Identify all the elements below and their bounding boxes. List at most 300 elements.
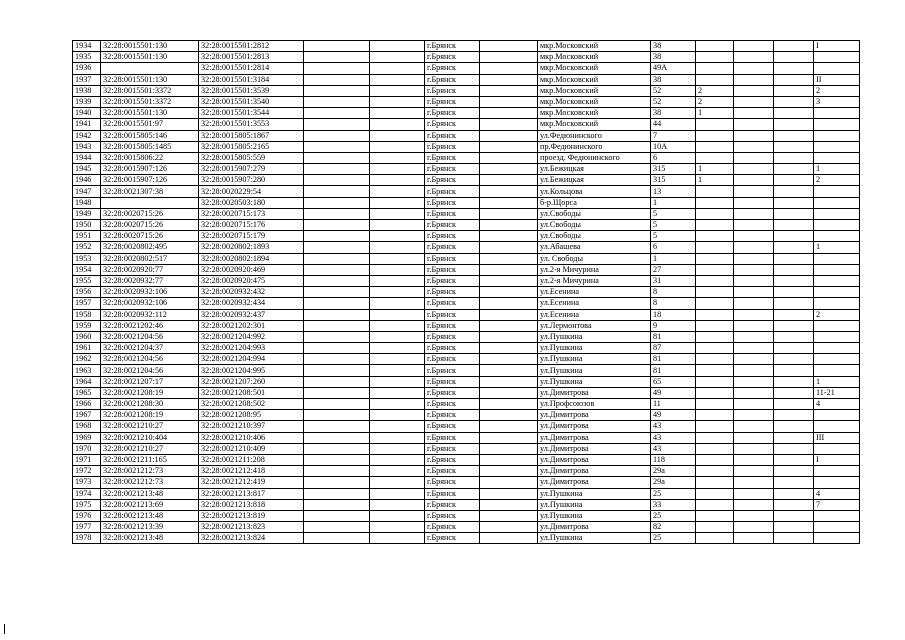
row-number-cell: 1962	[73, 354, 101, 365]
empty-col-a-cell	[304, 242, 370, 253]
city-cell: г.Брянск	[425, 52, 480, 63]
street-cell: ул.Есенина	[538, 298, 651, 309]
city-cell: г.Брянск	[425, 522, 480, 533]
street-cell: мкр.Московский	[538, 52, 651, 63]
empty-col-b-cell	[370, 488, 425, 499]
room-number-cell	[814, 410, 860, 421]
table-row	[73, 331, 860, 342]
room-number-cell	[814, 421, 860, 432]
structure-cell	[734, 52, 774, 63]
room-number-cell	[814, 119, 860, 130]
house-number-cell: 33	[651, 499, 696, 510]
empty-col-a-cell	[304, 410, 370, 421]
empty-col-a-cell	[304, 96, 370, 107]
empty-col-c-cell	[480, 130, 538, 141]
cadastral-number-cell: 32:28:0020715:173	[199, 208, 304, 219]
parent-cadastral-number-cell: 32:28:0015501:130	[101, 74, 199, 85]
parent-cadastral-number-cell: 32:28:0021208:30	[101, 399, 199, 410]
empty-col-b-cell	[370, 365, 425, 376]
building-cell: 2	[696, 96, 734, 107]
cadastral-number-cell: 32:28:0015501:3184	[199, 74, 304, 85]
empty-col-a-cell	[304, 74, 370, 85]
empty-col-b-cell	[370, 63, 425, 74]
unit-cell	[774, 454, 814, 465]
table-row	[73, 376, 860, 387]
table-row	[73, 85, 860, 96]
empty-col-b-cell	[370, 220, 425, 231]
house-number-cell: 18	[651, 309, 696, 320]
structure-cell	[734, 309, 774, 320]
unit-cell	[774, 96, 814, 107]
building-cell	[696, 242, 734, 253]
city-cell: г.Брянск	[425, 410, 480, 421]
parent-cadastral-number-cell	[101, 63, 199, 74]
table-row	[73, 96, 860, 107]
empty-col-b-cell	[370, 443, 425, 454]
registry-table	[72, 40, 860, 544]
street-cell: ул.Бежицкая	[538, 175, 651, 186]
house-number-cell: 43	[651, 443, 696, 454]
parent-cadastral-number-cell: 32:28:0020715:26	[101, 231, 199, 242]
room-number-cell	[814, 208, 860, 219]
street-cell: мкр.Московский	[538, 119, 651, 130]
unit-cell	[774, 231, 814, 242]
row-number-cell: 1966	[73, 399, 101, 410]
empty-col-c-cell	[480, 231, 538, 242]
row-number-cell: 1946	[73, 175, 101, 186]
empty-col-b-cell	[370, 354, 425, 365]
city-cell: г.Брянск	[425, 354, 480, 365]
house-number-cell: 25	[651, 488, 696, 499]
city-cell: г.Брянск	[425, 41, 480, 52]
empty-col-b-cell	[370, 119, 425, 130]
empty-col-c-cell	[480, 376, 538, 387]
room-number-cell: I	[814, 454, 860, 465]
city-cell: г.Брянск	[425, 220, 480, 231]
parent-cadastral-number-cell: 32:28:0021208:19	[101, 387, 199, 398]
empty-col-b-cell	[370, 186, 425, 197]
city-cell: г.Брянск	[425, 421, 480, 432]
structure-cell	[734, 208, 774, 219]
structure-cell	[734, 387, 774, 398]
unit-cell	[774, 343, 814, 354]
empty-col-c-cell	[480, 399, 538, 410]
house-number-cell: 38	[651, 52, 696, 63]
empty-col-a-cell	[304, 186, 370, 197]
street-cell: мкр.Московский	[538, 63, 651, 74]
unit-cell	[774, 533, 814, 544]
structure-cell	[734, 231, 774, 242]
table-row	[73, 309, 860, 320]
cadastral-number-cell: 32:28:0021210:397	[199, 421, 304, 432]
cadastral-number-cell: 32:28:0015805:559	[199, 152, 304, 163]
city-cell: г.Брянск	[425, 387, 480, 398]
row-number-cell: 1947	[73, 186, 101, 197]
street-cell: ул.Димитрова	[538, 454, 651, 465]
house-number-cell: 49	[651, 410, 696, 421]
cadastral-number-cell: 32:28:0020229:54	[199, 186, 304, 197]
cadastral-number-cell: 32:28:0020503:180	[199, 197, 304, 208]
empty-col-a-cell	[304, 41, 370, 52]
parent-cadastral-number-cell: 32:28:0021210:27	[101, 443, 199, 454]
empty-col-b-cell	[370, 421, 425, 432]
room-number-cell	[814, 108, 860, 119]
city-cell: г.Брянск	[425, 130, 480, 141]
parent-cadastral-number-cell	[101, 197, 199, 208]
empty-col-b-cell	[370, 343, 425, 354]
parent-cadastral-number-cell: 32:28:0021307:38	[101, 186, 199, 197]
empty-col-c-cell	[480, 421, 538, 432]
empty-col-a-cell	[304, 533, 370, 544]
empty-col-c-cell	[480, 287, 538, 298]
structure-cell	[734, 119, 774, 130]
row-number-cell: 1977	[73, 522, 101, 533]
unit-cell	[774, 320, 814, 331]
unit-cell	[774, 108, 814, 119]
table-row	[73, 41, 860, 52]
cadastral-number-cell: 32:28:0021208:501	[199, 387, 304, 398]
city-cell: г.Брянск	[425, 510, 480, 521]
house-number-cell: 25	[651, 533, 696, 544]
parent-cadastral-number-cell: 32:28:0020932:112	[101, 309, 199, 320]
unit-cell	[774, 298, 814, 309]
row-number-cell: 1967	[73, 410, 101, 421]
room-number-cell	[814, 220, 860, 231]
table-row	[73, 242, 860, 253]
house-number-cell: 43	[651, 421, 696, 432]
row-number-cell: 1974	[73, 488, 101, 499]
cadastral-number-cell: 32:28:0015501:3540	[199, 96, 304, 107]
row-number-cell: 1978	[73, 533, 101, 544]
empty-col-c-cell	[480, 242, 538, 253]
empty-col-a-cell	[304, 220, 370, 231]
city-cell: г.Брянск	[425, 164, 480, 175]
empty-col-b-cell	[370, 74, 425, 85]
empty-col-a-cell	[304, 231, 370, 242]
building-cell	[696, 343, 734, 354]
room-number-cell	[814, 130, 860, 141]
city-cell: г.Брянск	[425, 477, 480, 488]
building-cell	[696, 298, 734, 309]
room-number-cell: 1	[814, 242, 860, 253]
city-cell: г.Брянск	[425, 152, 480, 163]
unit-cell	[774, 52, 814, 63]
room-number-cell: 4	[814, 488, 860, 499]
building-cell	[696, 331, 734, 342]
empty-col-a-cell	[304, 331, 370, 342]
row-number-cell: 1954	[73, 264, 101, 275]
house-number-cell: 5	[651, 231, 696, 242]
building-cell	[696, 231, 734, 242]
house-number-cell: 52	[651, 96, 696, 107]
house-number-cell: 6	[651, 152, 696, 163]
house-number-cell: 38	[651, 41, 696, 52]
city-cell: г.Брянск	[425, 231, 480, 242]
street-cell: ул.Кольцова	[538, 186, 651, 197]
empty-col-b-cell	[370, 253, 425, 264]
empty-col-c-cell	[480, 253, 538, 264]
row-number-cell: 1955	[73, 275, 101, 286]
street-cell: ул.2-я Мичурина	[538, 264, 651, 275]
row-number-cell: 1956	[73, 287, 101, 298]
empty-col-c-cell	[480, 264, 538, 275]
unit-cell	[774, 175, 814, 186]
empty-col-b-cell	[370, 522, 425, 533]
table-row	[73, 320, 860, 331]
parent-cadastral-number-cell: 32:28:0021212:73	[101, 477, 199, 488]
row-number-cell: 1952	[73, 242, 101, 253]
structure-cell	[734, 522, 774, 533]
structure-cell	[734, 410, 774, 421]
table-row	[73, 499, 860, 510]
building-cell	[696, 320, 734, 331]
building-cell	[696, 287, 734, 298]
unit-cell	[774, 242, 814, 253]
unit-cell	[774, 488, 814, 499]
table-row	[73, 186, 860, 197]
house-number-cell: 8	[651, 298, 696, 309]
row-number-cell: 1939	[73, 96, 101, 107]
structure-cell	[734, 488, 774, 499]
cadastral-number-cell: 32:28:0020932:437	[199, 309, 304, 320]
house-number-cell: 29а	[651, 466, 696, 477]
empty-col-b-cell	[370, 466, 425, 477]
building-cell	[696, 376, 734, 387]
empty-col-a-cell	[304, 432, 370, 443]
cadastral-number-cell: 32:28:0021207:260	[199, 376, 304, 387]
empty-col-c-cell	[480, 410, 538, 421]
street-cell: ул.Есенина	[538, 287, 651, 298]
building-cell	[696, 253, 734, 264]
empty-col-b-cell	[370, 197, 425, 208]
room-number-cell: 2	[814, 309, 860, 320]
house-number-cell: 49А	[651, 63, 696, 74]
empty-col-a-cell	[304, 208, 370, 219]
parent-cadastral-number-cell: 32:28:0015805:146	[101, 130, 199, 141]
empty-col-b-cell	[370, 387, 425, 398]
row-number-cell: 1942	[73, 130, 101, 141]
street-cell: ул.Димитрова	[538, 421, 651, 432]
empty-col-a-cell	[304, 141, 370, 152]
cadastral-number-cell: 32:28:0021210:406	[199, 432, 304, 443]
empty-col-a-cell	[304, 354, 370, 365]
street-cell: ул.Свободы	[538, 220, 651, 231]
building-cell	[696, 432, 734, 443]
table-row	[73, 141, 860, 152]
empty-col-c-cell	[480, 41, 538, 52]
city-cell: г.Брянск	[425, 242, 480, 253]
parent-cadastral-number-cell: 32:28:0020715:26	[101, 208, 199, 219]
empty-col-b-cell	[370, 41, 425, 52]
structure-cell	[734, 164, 774, 175]
room-number-cell	[814, 141, 860, 152]
row-number-cell: 1973	[73, 477, 101, 488]
room-number-cell: 2	[814, 175, 860, 186]
table-row	[73, 432, 860, 443]
unit-cell	[774, 477, 814, 488]
city-cell: г.Брянск	[425, 63, 480, 74]
room-number-cell: I	[814, 41, 860, 52]
parent-cadastral-number-cell: 32:28:0021204:37	[101, 343, 199, 354]
row-number-cell: 1970	[73, 443, 101, 454]
room-number-cell: III	[814, 432, 860, 443]
structure-cell	[734, 242, 774, 253]
city-cell: г.Брянск	[425, 454, 480, 465]
street-cell: проезд. Федюнинского	[538, 152, 651, 163]
house-number-cell: 8	[651, 287, 696, 298]
unit-cell	[774, 119, 814, 130]
unit-cell	[774, 410, 814, 421]
unit-cell	[774, 287, 814, 298]
cadastral-number-cell: 32:28:0021204:995	[199, 365, 304, 376]
city-cell: г.Брянск	[425, 275, 480, 286]
house-number-cell: 7	[651, 130, 696, 141]
structure-cell	[734, 466, 774, 477]
room-number-cell: 7	[814, 499, 860, 510]
structure-cell	[734, 141, 774, 152]
empty-col-b-cell	[370, 376, 425, 387]
room-number-cell: 11-21	[814, 387, 860, 398]
unit-cell	[774, 85, 814, 96]
house-number-cell: 38	[651, 74, 696, 85]
table-row	[73, 74, 860, 85]
table-row	[73, 287, 860, 298]
parent-cadastral-number-cell: 32:28:0020932:106	[101, 298, 199, 309]
house-number-cell: 11	[651, 399, 696, 410]
street-cell: ул.Профсоюзов	[538, 399, 651, 410]
row-number-cell: 1951	[73, 231, 101, 242]
house-number-cell: 81	[651, 365, 696, 376]
building-cell	[696, 421, 734, 432]
street-cell: ул.Свободы	[538, 208, 651, 219]
parent-cadastral-number-cell: 32:28:0021207:17	[101, 376, 199, 387]
street-cell: ул.Пушкина	[538, 365, 651, 376]
cadastral-number-cell: 32:28:0021213:818	[199, 499, 304, 510]
empty-col-b-cell	[370, 208, 425, 219]
cadastral-number-cell: 32:28:0021210:409	[199, 443, 304, 454]
table-row	[73, 510, 860, 521]
city-cell: г.Брянск	[425, 533, 480, 544]
room-number-cell	[814, 510, 860, 521]
structure-cell	[734, 376, 774, 387]
room-number-cell	[814, 466, 860, 477]
table-row	[73, 253, 860, 264]
document-sheet	[72, 40, 860, 544]
cadastral-number-cell: 32:28:0020802:1894	[199, 253, 304, 264]
building-cell	[696, 309, 734, 320]
street-cell: ул.Пушкина	[538, 331, 651, 342]
building-cell	[696, 410, 734, 421]
building-cell	[696, 510, 734, 521]
row-number-cell: 1937	[73, 74, 101, 85]
house-number-cell: 49	[651, 387, 696, 398]
house-number-cell: 25	[651, 510, 696, 521]
empty-col-c-cell	[480, 309, 538, 320]
cadastral-number-cell: 32:28:0021213:823	[199, 522, 304, 533]
street-cell: мкр.Московский	[538, 96, 651, 107]
unit-cell	[774, 208, 814, 219]
row-number-cell: 1960	[73, 331, 101, 342]
table-row	[73, 164, 860, 175]
street-cell: мкр.Московский	[538, 108, 651, 119]
table-row	[73, 399, 860, 410]
empty-col-b-cell	[370, 242, 425, 253]
empty-col-a-cell	[304, 264, 370, 275]
table-row	[73, 231, 860, 242]
empty-col-a-cell	[304, 197, 370, 208]
empty-col-b-cell	[370, 510, 425, 521]
structure-cell	[734, 399, 774, 410]
table-row	[73, 298, 860, 309]
table-row	[73, 130, 860, 141]
city-cell: г.Брянск	[425, 85, 480, 96]
cadastral-number-cell: 32:28:0020932:432	[199, 287, 304, 298]
parent-cadastral-number-cell: 32:28:0015806:22	[101, 152, 199, 163]
structure-cell	[734, 63, 774, 74]
structure-cell	[734, 253, 774, 264]
empty-col-b-cell	[370, 96, 425, 107]
empty-col-c-cell	[480, 275, 538, 286]
building-cell	[696, 365, 734, 376]
empty-col-b-cell	[370, 477, 425, 488]
cadastral-number-cell: 32:28:0015501:3544	[199, 108, 304, 119]
unit-cell	[774, 421, 814, 432]
unit-cell	[774, 141, 814, 152]
structure-cell	[734, 343, 774, 354]
unit-cell	[774, 443, 814, 454]
building-cell	[696, 74, 734, 85]
cadastral-number-cell: 32:28:0015907:280	[199, 175, 304, 186]
empty-col-b-cell	[370, 52, 425, 63]
building-cell	[696, 354, 734, 365]
empty-col-b-cell	[370, 141, 425, 152]
parent-cadastral-number-cell: 32:28:0021204:56	[101, 354, 199, 365]
street-cell: ул.Пушкина	[538, 488, 651, 499]
empty-col-c-cell	[480, 320, 538, 331]
row-number-cell: 1953	[73, 253, 101, 264]
row-number-cell: 1975	[73, 499, 101, 510]
city-cell: г.Брянск	[425, 432, 480, 443]
unit-cell	[774, 197, 814, 208]
unit-cell	[774, 399, 814, 410]
empty-col-c-cell	[480, 186, 538, 197]
parent-cadastral-number-cell: 32:28:0020920:77	[101, 264, 199, 275]
room-number-cell	[814, 197, 860, 208]
unit-cell	[774, 264, 814, 275]
empty-col-a-cell	[304, 387, 370, 398]
cadastral-number-cell: 32:28:0015501:2813	[199, 52, 304, 63]
parent-cadastral-number-cell: 32:28:0020932:77	[101, 275, 199, 286]
structure-cell	[734, 298, 774, 309]
house-number-cell: 27	[651, 264, 696, 275]
table-row	[73, 522, 860, 533]
building-cell	[696, 152, 734, 163]
cadastral-number-cell: 32:28:0020920:475	[199, 275, 304, 286]
parent-cadastral-number-cell: 32:28:0021204:56	[101, 331, 199, 342]
room-number-cell	[814, 354, 860, 365]
unit-cell	[774, 164, 814, 175]
room-number-cell	[814, 231, 860, 242]
cadastral-number-cell: 32:28:0015501:2814	[199, 63, 304, 74]
empty-col-b-cell	[370, 533, 425, 544]
empty-col-a-cell	[304, 298, 370, 309]
unit-cell	[774, 376, 814, 387]
table-row	[73, 175, 860, 186]
empty-col-b-cell	[370, 499, 425, 510]
empty-col-c-cell	[480, 96, 538, 107]
table-row	[73, 488, 860, 499]
cadastral-number-cell: 32:28:0020920:469	[199, 264, 304, 275]
